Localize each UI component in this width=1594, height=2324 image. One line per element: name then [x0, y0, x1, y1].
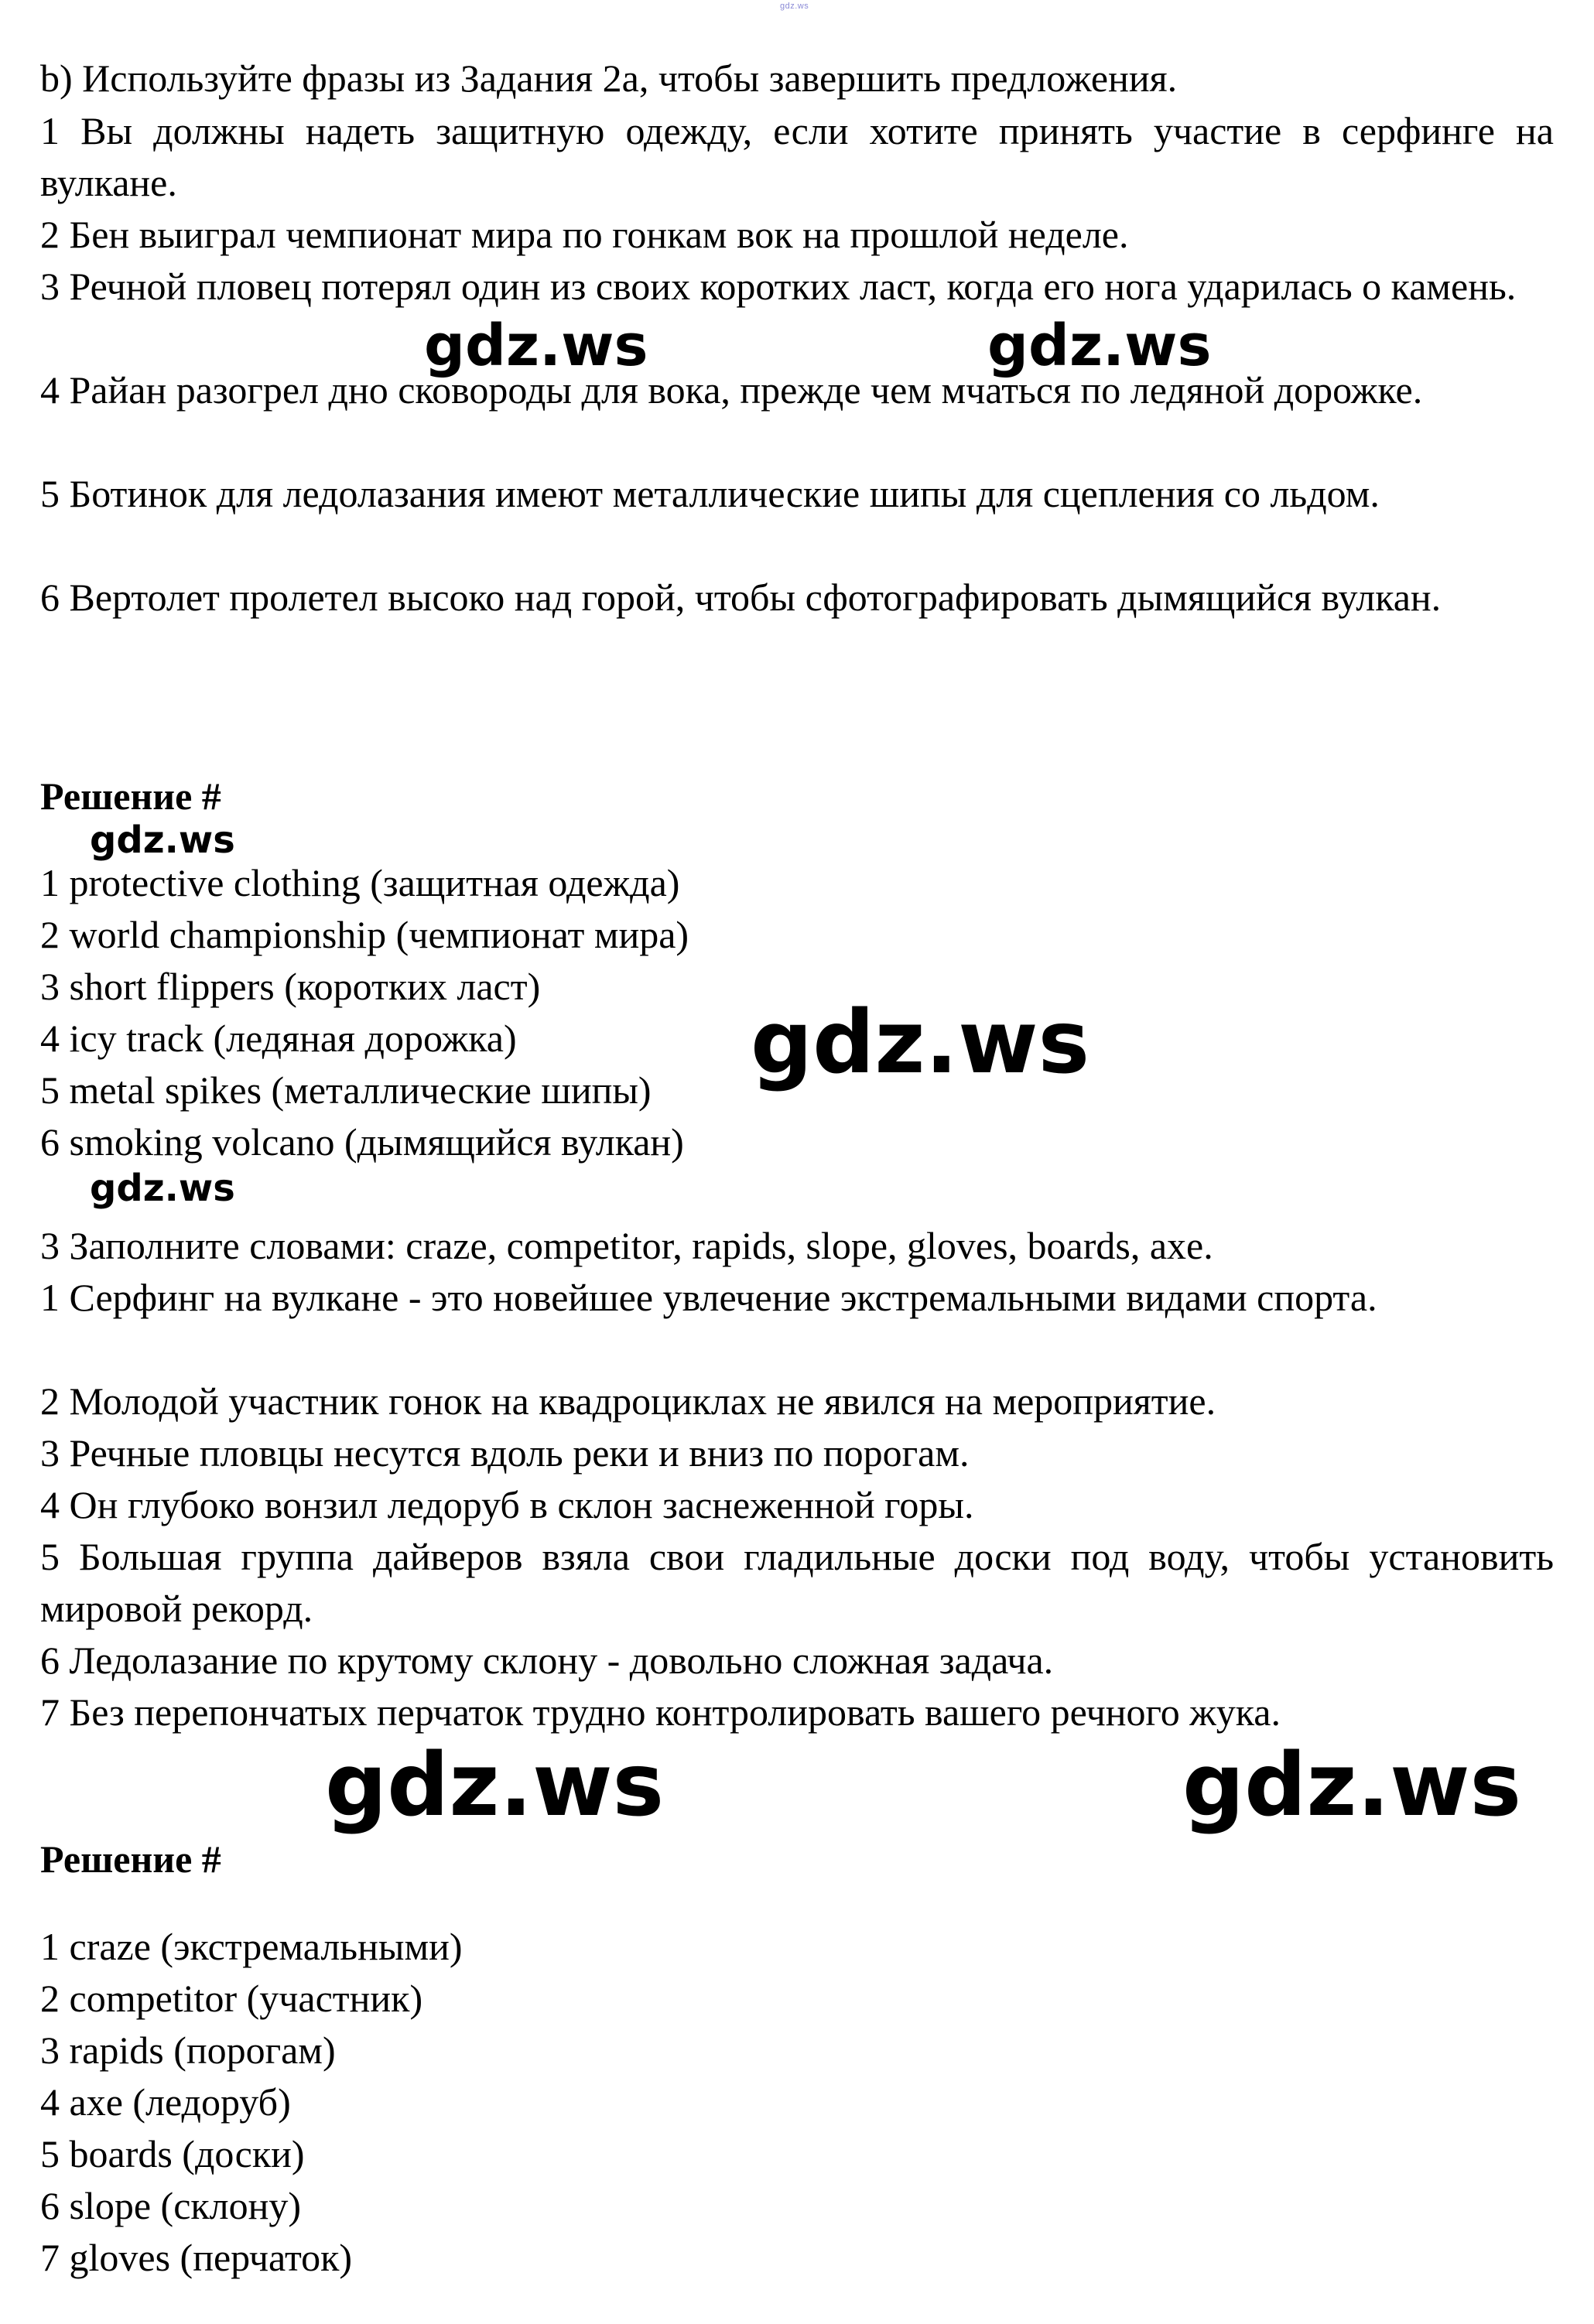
watermark-text: gdz.ws	[90, 819, 235, 862]
solution-2-answer-6: 6 slope (склону)	[40, 2184, 302, 2227]
task-3-sentence-3: 3 Речные пловцы несутся вдоль реки и вниз по порогам.	[40, 1431, 970, 1475]
top-watermark: gdz.ws	[780, 2, 809, 11]
task-3-sentence-7: 7 Без перепончатых перчаток трудно контролировать вашего речного жука.	[40, 1690, 1281, 1734]
solution-1-heading: Решение #	[40, 774, 221, 818]
task-b-sentence-4: 4 Райан разогрел дно сковороды для вока, прежде чем мчаться по ледяной дорожке.	[40, 368, 1423, 412]
task-b-sentence-6: 6 Вертолет пролетел высоко над горой, чтобы сфотографировать дымящийся вулкан.	[40, 576, 1442, 619]
solution-2-answer-1: 1 craze (экстремальными)	[40, 1925, 463, 1968]
watermark-text: gdz.ws	[424, 313, 648, 379]
task-b-intro: b) Используйте фразы из Задания 2а, чтобы завершить предложения.	[40, 56, 1178, 100]
watermark-text: gdz.ws	[987, 313, 1212, 379]
task-3-sentence-6: 6 Ледолазание по крутому склону - довольно сложная задача.	[40, 1639, 1054, 1682]
task-b-sentence-3: 3 Речной пловец потерял один из своих коротких ласт, когда его нога ударилась о камень.	[40, 265, 1517, 308]
watermark-text: gdz.ws	[90, 1167, 235, 1210]
solution-1-answer-1: 1 protective clothing (защитная одежда)	[40, 861, 680, 904]
task-b-sentence-2: 2 Бен выиграл чемпионат мира по гонкам вок на прошлой неделе.	[40, 213, 1129, 256]
solution-1-answer-4: 4 icy track (ледяная дорожка)	[40, 1017, 517, 1060]
solution-2-answer-3: 3 rapids (порогам)	[40, 2028, 336, 2072]
watermark-text: gdz.ws	[751, 993, 1090, 1093]
solution-2-answer-2: 2 competitor (участник)	[40, 1977, 423, 2020]
solution-1-answer-6: 6 smoking volcano (дымящийся вулкан)	[40, 1120, 684, 1164]
task-3-sentence-1: 1 Серфинг на вулкане - это новейшее увлечение экстремальными видами спорта.	[40, 1276, 1377, 1319]
solution-2-answer-5: 5 boards (доски)	[40, 2132, 305, 2175]
solution-1-answer-5: 5 metal spikes (металлические шипы)	[40, 1068, 652, 1112]
solution-2-heading: Решение #	[40, 1837, 221, 1881]
task-b-sentence-5: 5 Ботинок для ледолазания имеют металлические шипы для сцепления со льдом.	[40, 472, 1380, 515]
task-b-sentence-1: 1 Вы должны надеть защитную одежду, если хотите принять участие в серфинге на вулкане.	[40, 109, 1554, 204]
solution-1-answer-3: 3 short flippers (коротких ласт)	[40, 965, 541, 1008]
solution-2-answer-4: 4 axe (ледоруб)	[40, 2080, 291, 2124]
task-3-intro: 3 Заполните словами: craze, competitor, rapids, slope, gloves, boards, axe.	[40, 1224, 1213, 1267]
watermark-text: gdz.ws	[325, 1735, 665, 1836]
watermark-text: gdz.ws	[1182, 1735, 1522, 1836]
task-3-sentence-2: 2 Молодой участник гонок на квадроциклах не явился на мероприятие.	[40, 1379, 1216, 1423]
solution-1-answer-2: 2 world championship (чемпионат мира)	[40, 913, 689, 956]
task-3-sentence-4: 4 Он глубоко вонзил ледоруб в склон заснеженной горы.	[40, 1483, 974, 1526]
solution-2-answer-7: 7 gloves (перчаток)	[40, 2236, 353, 2279]
task-3-sentence-5: 5 Большая группа дайверов взяла свои гладильные доски под воду, чтобы установить мировой рекорд.	[40, 1535, 1554, 1630]
